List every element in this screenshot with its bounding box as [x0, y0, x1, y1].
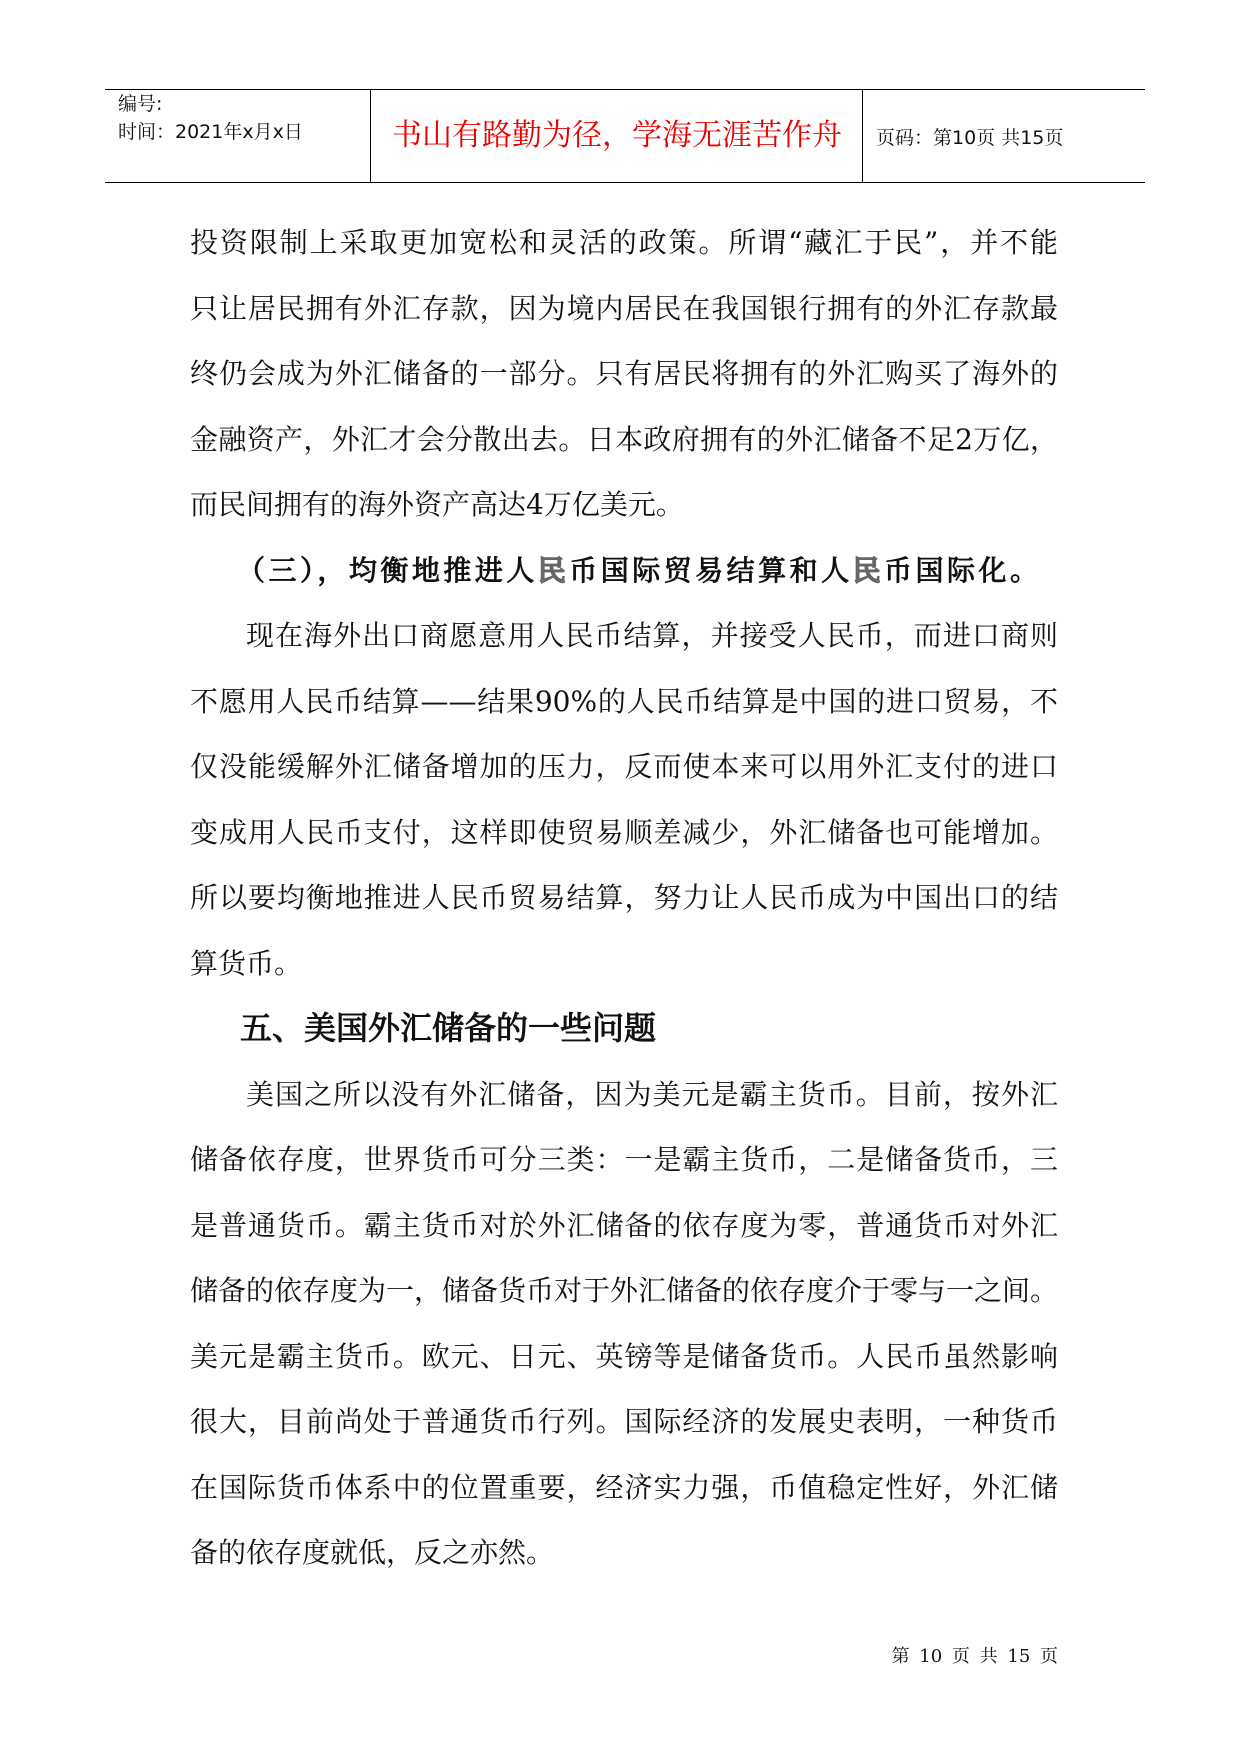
text-line: 所以要均衡地推进人民币贸易结算，努力让人民币成为中国出口的结 — [190, 881, 1058, 914]
text-line: 金融资产，外汇才会分散出去。日本政府拥有的外汇储备不足2万亿， — [190, 422, 1058, 456]
text-line: 在国际货币体系中的位置重要，经济实力强，币值稳定性好，外汇储 — [190, 1470, 1058, 1504]
document-time-label: 时间：2021年x月x日 — [118, 121, 303, 143]
text-line: 只让居民拥有外汇存款，因为境内居民在我国银行拥有的外汇存款最 — [190, 291, 1058, 325]
subsection-heading — [190, 538, 1058, 604]
header-divider-left — [370, 90, 371, 183]
heading-part: （三），均衡地推进人 — [237, 553, 538, 587]
document-number-label: 编号: — [118, 93, 163, 115]
text-line: 备的依存度就低，反之亦然。 — [190, 1536, 555, 1569]
heading-part: 币国际贸易结算和人 — [569, 553, 853, 587]
text-line: 终仍会成为外汇储备的一部分。只有居民将拥有的外汇购买了海外的 — [190, 357, 1058, 390]
text-line: 变成用人民币支付，这样即使贸易顺差减少，外汇储备也可能增加。 — [190, 815, 1058, 849]
text-line: 美元是霸主货币。欧元、日元、英镑等是储备货币。人民币虽然影响 — [190, 1339, 1058, 1373]
text-line: 是普通货币。霸主货币对於外汇储备的依存度为零，普通货币对外汇 — [190, 1208, 1058, 1242]
heading-part-hollow: 民 — [537, 553, 570, 587]
text-line: 不愿用人民币结算——结果90%的人民币结算是中国的进口贸易，不 — [190, 684, 1058, 718]
header-motto: 书山有路勤为径，学海无涯苦作舟 — [392, 118, 842, 153]
section-heading: 五、美国外汇储备的一些问题 — [240, 1009, 657, 1047]
text-line: 储备依存度，世界货币可分三类：一是霸主货币，二是储备货币，三 — [190, 1143, 1058, 1176]
text-line: 美国之所以没有外汇储备，因为美元是霸主货币。目前，按外汇 — [246, 1077, 1058, 1111]
header-divider-right — [862, 90, 863, 183]
text-line: 很大，目前尚处于普通货币行列。国际经济的发展史表明，一种货币 — [190, 1405, 1058, 1438]
page-footer: 第 10 页 共 15 页 — [891, 1646, 1058, 1667]
text-line: 而民间拥有的海外资产高达4万亿美元。 — [190, 488, 684, 521]
text-line: 现在海外出口商愿意用人民币结算，并接受人民币，而进口商则 — [246, 619, 1058, 652]
header-top-rule — [105, 89, 1145, 90]
text-line: 算货币。 — [190, 946, 303, 980]
text-line: 储备的依存度为一，储备货币对于外汇储备的依存度介于零与一之间。 — [190, 1274, 1058, 1307]
header-bottom-rule — [105, 182, 1145, 183]
text-line: 仅没能缓解外汇储备增加的压力，反而使本来可以用外汇支付的进口 — [190, 750, 1058, 783]
header-page-label: 页码：第10页 共15页 — [876, 127, 1064, 149]
heading-part: 币国际化。 — [884, 553, 1038, 587]
text-line: 投资限制上采取更加宽松和灵活的政策。所谓“藏汇于民”，并不能 — [190, 226, 1058, 259]
heading-part-hollow: 民 — [852, 553, 885, 587]
document-body — [190, 210, 1058, 1586]
